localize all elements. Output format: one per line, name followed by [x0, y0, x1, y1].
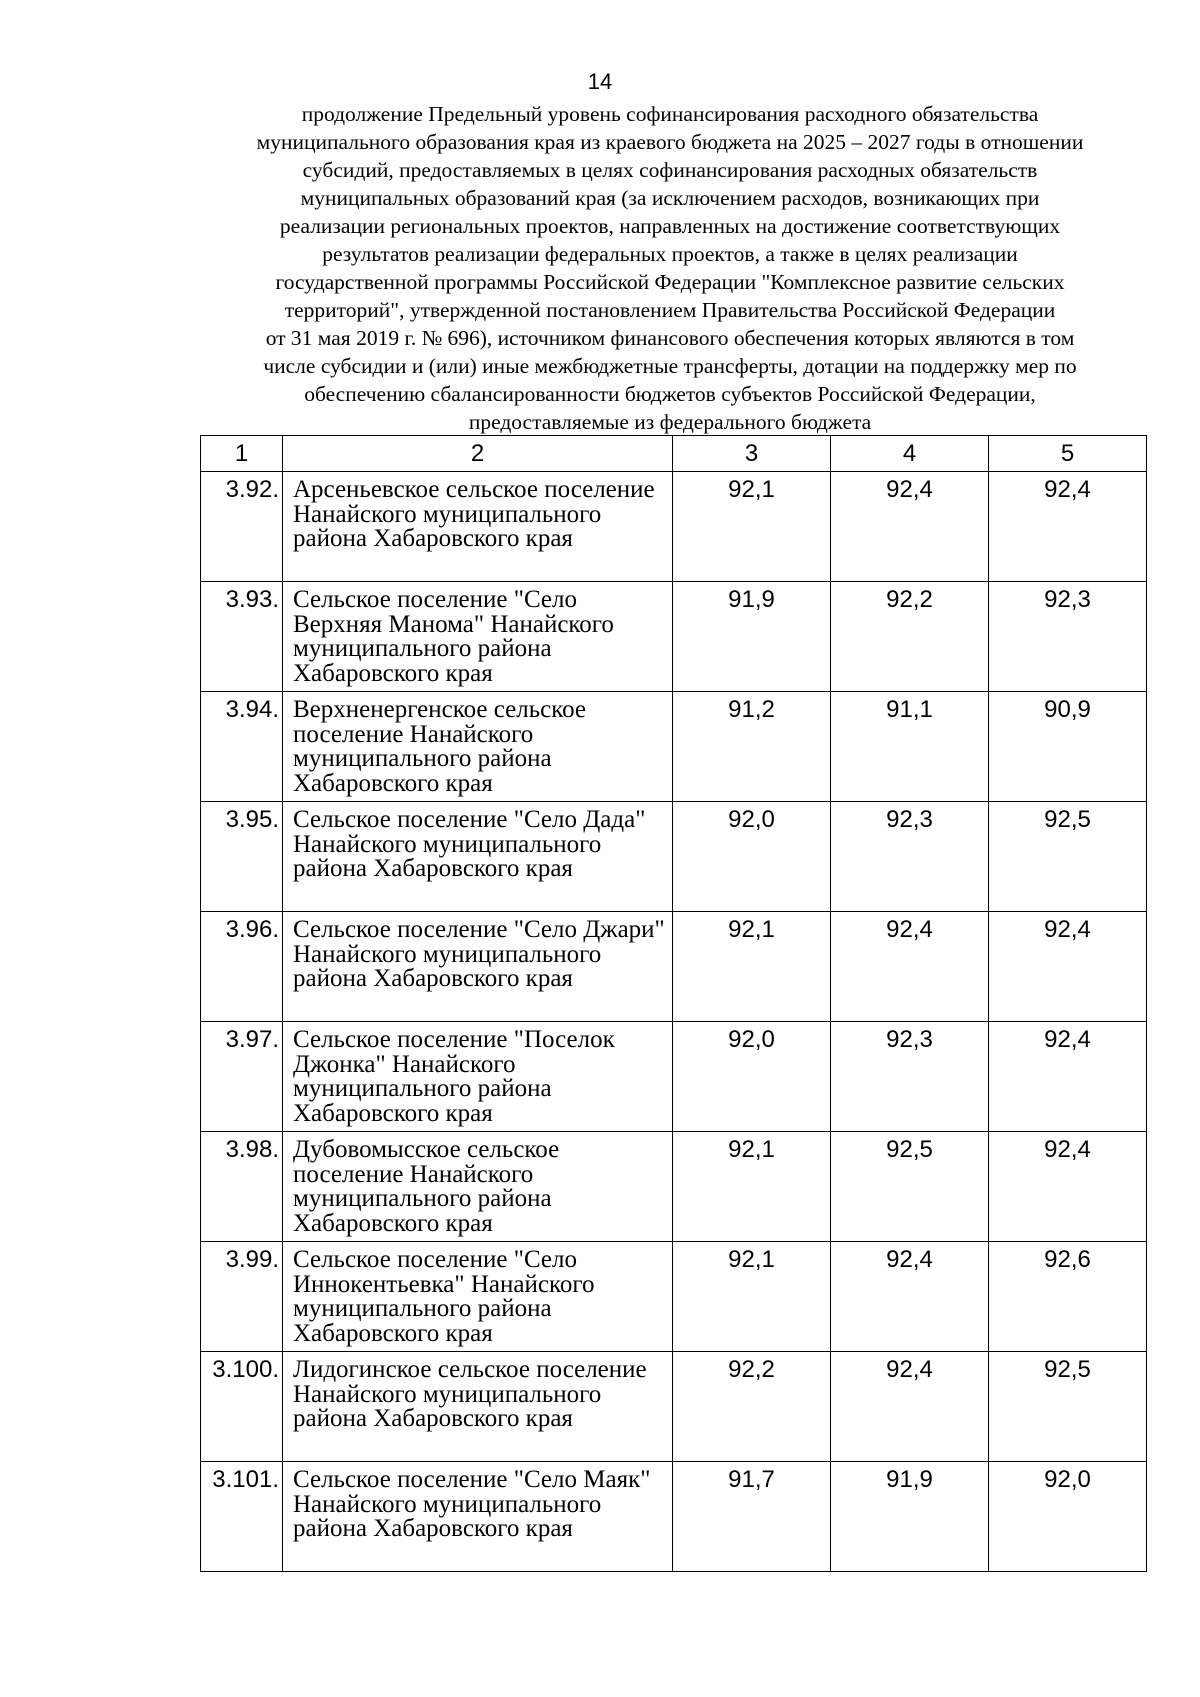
row-number: 3.101. — [201, 1462, 283, 1572]
value-2027: 92,6 — [989, 1242, 1147, 1352]
municipality-name: Дубовомысское сельское поселение Нанайского муниципального района Хабаровского края — [283, 1132, 673, 1242]
row-number: 3.100. — [201, 1352, 283, 1462]
heading-line: продолжение Предельный уровень софинансирования расходного обязательства — [301, 102, 1039, 126]
row-number: 3.94. — [201, 692, 283, 802]
column-header: 1 — [201, 436, 283, 472]
municipality-name: Лидогинское сельское поселение Нанайского муниципального района Хабаровского края — [283, 1352, 673, 1462]
municipality-name: Сельское поселение "Село Дада" Нанайского муниципального района Хабаровского края — [283, 802, 673, 912]
municipality-name: Арсеньевское сельское поселение Нанайского муниципального района Хабаровского края — [283, 472, 673, 582]
row-number: 3.98. — [201, 1132, 283, 1242]
table-row — [201, 1242, 1147, 1352]
heading-line: государственной программы Российской Федерации "Комплексное развитие сельских — [275, 270, 1065, 294]
heading-line: от 31 мая 2019 г. № 696), источником финансового обеспечения которых являются в том — [265, 326, 1075, 350]
value-2025: 91,9 — [673, 582, 831, 692]
value-2026: 92,2 — [831, 582, 989, 692]
row-number: 3.93. — [201, 582, 283, 692]
table-row — [201, 912, 1147, 1022]
value-2026: 92,4 — [831, 1242, 989, 1352]
value-2025: 91,7 — [673, 1462, 831, 1572]
column-header: 5 — [989, 436, 1147, 472]
row-number: 3.92. — [201, 472, 283, 582]
value-2026: 92,4 — [831, 1352, 989, 1462]
document-heading — [195, 100, 1145, 436]
value-2027: 92,5 — [989, 802, 1147, 912]
heading-line: муниципальных образований края (за исключением расходов, возникающих при — [300, 186, 1040, 210]
table-row — [201, 582, 1147, 692]
municipality-name: Сельское поселение "Село Верхняя Манома" Нанайского муниципального района Хабаровского края — [283, 582, 673, 692]
municipality-name: Верхненергенское сельское поселение Нанайского муниципального района Хабаровского края — [283, 692, 673, 802]
value-2027: 92,3 — [989, 582, 1147, 692]
heading-line: числе субсидии и (или) иные межбюджетные трансферты, дотации на поддержку мер по — [263, 354, 1077, 378]
value-2025: 92,0 — [673, 802, 831, 912]
row-number: 3.96. — [201, 912, 283, 1022]
column-header: 2 — [283, 436, 673, 472]
value-2026: 92,4 — [831, 472, 989, 582]
page-number: 14 — [587, 69, 613, 94]
value-2027: 92,4 — [989, 1132, 1147, 1242]
row-number: 3.99. — [201, 1242, 283, 1352]
column-header: 3 — [673, 436, 831, 472]
table-row — [201, 692, 1147, 802]
value-2025: 92,1 — [673, 912, 831, 1022]
municipality-name: Сельское поселение "Поселок Джонка" Нанайского муниципального района Хабаровского края — [283, 1022, 673, 1132]
heading-line: территорий", утвержденной постановлением Правительства Российской Федерации — [284, 298, 1056, 322]
value-2025: 91,2 — [673, 692, 831, 802]
value-2025: 92,1 — [673, 1242, 831, 1352]
value-2027: 92,4 — [989, 1022, 1147, 1132]
heading-line: муниципального образования края из краевого бюджета на 2025 – 2027 годы в отношении — [256, 130, 1084, 154]
value-2026: 91,1 — [831, 692, 989, 802]
table-row — [201, 1132, 1147, 1242]
heading-line: реализации региональных проектов, направленных на достижение соответствующих — [279, 214, 1061, 238]
value-2026: 92,4 — [831, 912, 989, 1022]
municipality-name: Сельское поселение "Село Иннокентьевка" Нанайского муниципального района Хабаровского края — [283, 1242, 673, 1352]
value-2027: 92,0 — [989, 1462, 1147, 1572]
value-2027: 90,9 — [989, 692, 1147, 802]
heading-line: субсидий, предоставляемых в целях софинансирования расходных обязательств — [302, 158, 1038, 182]
cofinancing-table — [200, 435, 1147, 1572]
value-2025: 92,1 — [673, 1132, 831, 1242]
value-2025: 92,2 — [673, 1352, 831, 1462]
value-2025: 92,1 — [673, 472, 831, 582]
column-header: 4 — [831, 436, 989, 472]
heading-line: обеспечению сбалансированности бюджетов субъектов Российской Федерации, — [304, 382, 1036, 406]
table-row — [201, 472, 1147, 582]
heading-line: результатов реализации федеральных проектов, а также в целях реализации — [322, 242, 1018, 266]
table-row — [201, 1462, 1147, 1572]
value-2027: 92,5 — [989, 1352, 1147, 1462]
table-header-row — [201, 436, 1147, 472]
heading-line: предоставляемые из федерального бюджета — [468, 410, 872, 434]
value-2026: 91,9 — [831, 1462, 989, 1572]
table-row — [201, 1352, 1147, 1462]
municipality-name: Сельское поселение "Село Маяк" Нанайского муниципального района Хабаровского края — [283, 1462, 673, 1572]
value-2026: 92,5 — [831, 1132, 989, 1242]
table-row — [201, 1022, 1147, 1132]
value-2025: 92,0 — [673, 1022, 831, 1132]
value-2026: 92,3 — [831, 1022, 989, 1132]
row-number: 3.95. — [201, 802, 283, 912]
municipality-name: Сельское поселение "Село Джари" Нанайского муниципального района Хабаровского края — [283, 912, 673, 1022]
value-2026: 92,3 — [831, 802, 989, 912]
value-2027: 92,4 — [989, 472, 1147, 582]
row-number: 3.97. — [201, 1022, 283, 1132]
value-2027: 92,4 — [989, 912, 1147, 1022]
table-row — [201, 802, 1147, 912]
